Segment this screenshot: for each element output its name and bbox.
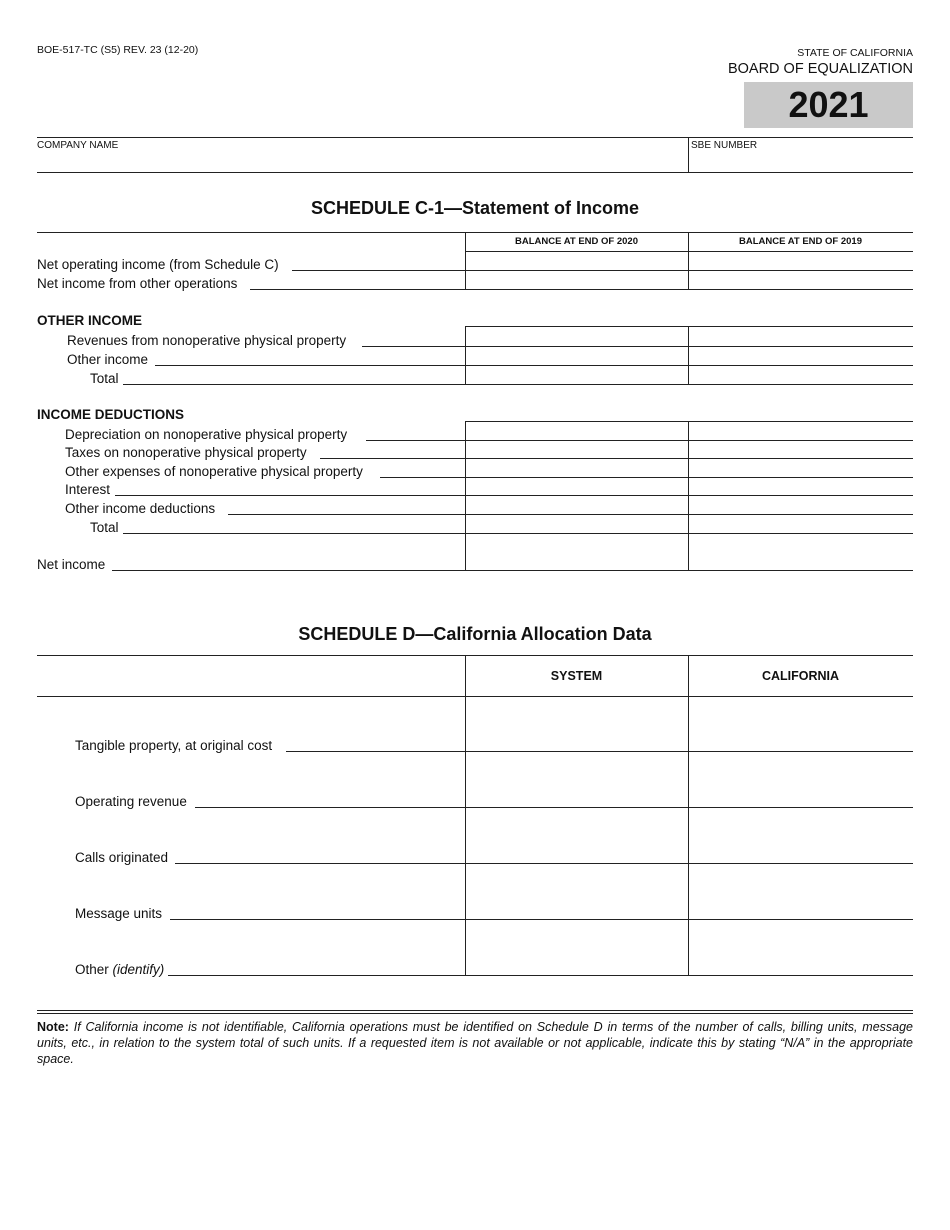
sbe-number-field[interactable]	[691, 151, 911, 171]
sbe-number-label: SBE NUMBER	[691, 140, 758, 151]
c1-row-other-income-total	[90, 371, 123, 387]
c1-row-net-income-other-ops	[37, 276, 241, 292]
company-name-label: COMPANY NAME	[37, 140, 119, 151]
d-operating-revenue-system[interactable]	[466, 752, 687, 806]
row-label: Depreciation on nonoperative physical property	[65, 427, 351, 442]
leader-line	[122, 533, 465, 534]
note-rule-2	[37, 1013, 913, 1014]
row-label: Operating revenue	[75, 794, 191, 809]
row-label: Net income	[37, 557, 109, 572]
schedule-d-title: SCHEDULE D—California Allocation Data	[298, 624, 652, 644]
note-text: If California income is not identifiable, California operations must be identified on Schedule D in terms of the number of calls, billing units, message units, etc., in relation to the system total of such units. If a requested item is not available or not applicable, indicate this by stating “N/A” in the appropriate space.	[37, 1020, 913, 1066]
c1-row-taxes	[65, 445, 311, 461]
c1-row-interest	[65, 482, 114, 498]
d-message-units-system[interactable]	[466, 864, 687, 918]
row-label: Message units	[75, 906, 166, 921]
c1-other-expenses-2019[interactable]	[689, 459, 912, 476]
year-box	[744, 82, 913, 128]
company-divider	[688, 137, 689, 172]
c1-row-depreciation	[65, 427, 351, 443]
leader-line	[122, 384, 465, 385]
leader-line	[115, 495, 465, 496]
leader-line	[362, 346, 465, 347]
c1-deductions-total-2020[interactable]	[466, 515, 687, 532]
leader-line	[380, 477, 465, 478]
c1-net-operating-income-2019[interactable]	[689, 252, 912, 269]
board-label: BOARD OF EQUALIZATION	[727, 61, 913, 77]
d-calls-originated-system[interactable]	[466, 808, 687, 862]
row-label: Other expenses of nonoperative physical property	[65, 464, 367, 479]
c1-other-deductions-2019[interactable]	[689, 496, 912, 513]
d-row-tangible-property	[75, 738, 276, 754]
d-other-system[interactable]	[466, 920, 687, 974]
d-other-california[interactable]	[689, 920, 912, 974]
state-label: STATE OF CALIFORNIA	[797, 47, 913, 59]
d-message-units-california[interactable]	[689, 864, 912, 918]
row-label: Tangible property, at original cost	[75, 738, 276, 753]
row-label: Total	[90, 520, 123, 535]
d-col-system: SYSTEM	[550, 669, 603, 683]
c1-other-income-2020[interactable]	[466, 347, 687, 364]
c1-revenues-nonoperative-2020[interactable]	[466, 327, 687, 345]
row-label: Net income from other operations	[37, 276, 241, 291]
other-prefix: Other	[75, 962, 113, 977]
company-name-field[interactable]	[37, 151, 685, 171]
row-label: Other income deductions	[65, 501, 219, 516]
d-calls-originated-california[interactable]	[689, 808, 912, 862]
d-top-rule	[37, 655, 913, 656]
c1-interest-2020[interactable]	[466, 478, 687, 494]
c1-row-other-income	[67, 352, 152, 368]
leader-line	[112, 570, 465, 571]
c1-rule	[465, 289, 913, 290]
d-row-calls-originated	[75, 850, 172, 866]
c1-interest-2019[interactable]	[689, 478, 912, 494]
c1-row-other-deductions	[65, 501, 219, 517]
c1-other-income-2019[interactable]	[689, 347, 912, 364]
c1-revenues-nonoperative-2019[interactable]	[689, 327, 912, 345]
c1-row-net-operating-income	[37, 257, 283, 273]
c1-rule	[465, 570, 913, 571]
d-tangible-property-california[interactable]	[689, 697, 912, 750]
c1-net-income-2019[interactable]	[689, 534, 912, 569]
leader-line	[155, 365, 465, 366]
leader-line	[168, 975, 465, 976]
note-label: Note:	[37, 1020, 69, 1034]
c1-row-deductions-total	[90, 520, 123, 536]
year-text: 2021	[788, 84, 869, 125]
c1-depreciation-2019[interactable]	[689, 422, 912, 439]
leader-line	[320, 458, 465, 459]
row-label: Taxes on nonoperative physical property	[65, 445, 311, 460]
c1-depreciation-2020[interactable]	[466, 422, 687, 439]
d-rule	[465, 975, 913, 976]
c1-col-2020: BALANCE AT END OF 2020	[515, 236, 638, 247]
c1-deductions-total-2019[interactable]	[689, 515, 912, 532]
company-bottom-rule	[37, 172, 913, 173]
c1-row-other-expenses	[65, 464, 367, 480]
c1-top-rule	[37, 232, 913, 233]
row-label: Interest	[65, 482, 114, 497]
c1-net-operating-income-2020[interactable]	[466, 252, 687, 269]
row-label: Total	[90, 371, 123, 386]
row-label: Other income	[67, 352, 152, 367]
leader-line	[195, 807, 465, 808]
other-identify: (identify)	[112, 962, 165, 977]
c1-other-income-total-2020[interactable]	[466, 366, 687, 383]
d-operating-revenue-california[interactable]	[689, 752, 912, 806]
row-label: Revenues from nonoperative physical property	[67, 333, 350, 348]
leader-line	[175, 863, 465, 864]
c1-rule	[465, 384, 913, 385]
leader-line	[228, 514, 465, 515]
c1-other-expenses-2020[interactable]	[466, 459, 687, 476]
c1-other-deductions-2020[interactable]	[466, 496, 687, 513]
d-row-message-units	[75, 906, 166, 922]
d-row-other	[75, 962, 168, 978]
leader-line	[250, 289, 465, 290]
schedule-c1-title: SCHEDULE C-1—Statement of Income	[310, 198, 640, 218]
c1-net-income-other-ops-2019[interactable]	[689, 271, 912, 288]
leader-line	[366, 440, 465, 441]
c1-row-revenues-nonoperative	[67, 333, 350, 349]
note-rule-1	[37, 1010, 913, 1011]
c1-net-income-2020[interactable]	[466, 534, 687, 569]
company-top-rule	[37, 137, 913, 138]
c1-col-2019: BALANCE AT END OF 2019	[739, 236, 862, 247]
d-tangible-property-system[interactable]	[466, 697, 687, 750]
c1-taxes-2019[interactable]	[689, 441, 912, 457]
row-label: Net operating income (from Schedule C)	[37, 257, 283, 272]
c1-net-income-other-ops-2020[interactable]	[466, 271, 687, 288]
leader-line	[286, 751, 465, 752]
leader-line	[170, 919, 465, 920]
c1-taxes-2020[interactable]	[466, 441, 687, 457]
note	[37, 1019, 913, 1067]
form-id: BOE-517-TC (S5) REV. 23 (12-20)	[37, 44, 199, 56]
other-income-heading: OTHER INCOME	[37, 313, 143, 328]
row-label	[75, 962, 168, 977]
income-deductions-heading: INCOME DEDUCTIONS	[37, 407, 185, 422]
d-col-california: CALIFORNIA	[761, 669, 840, 683]
d-row-operating-revenue	[75, 794, 191, 810]
row-label: Calls originated	[75, 850, 172, 865]
leader-line	[292, 270, 465, 271]
c1-row-net-income	[37, 557, 109, 573]
c1-other-income-total-2019[interactable]	[689, 366, 912, 383]
